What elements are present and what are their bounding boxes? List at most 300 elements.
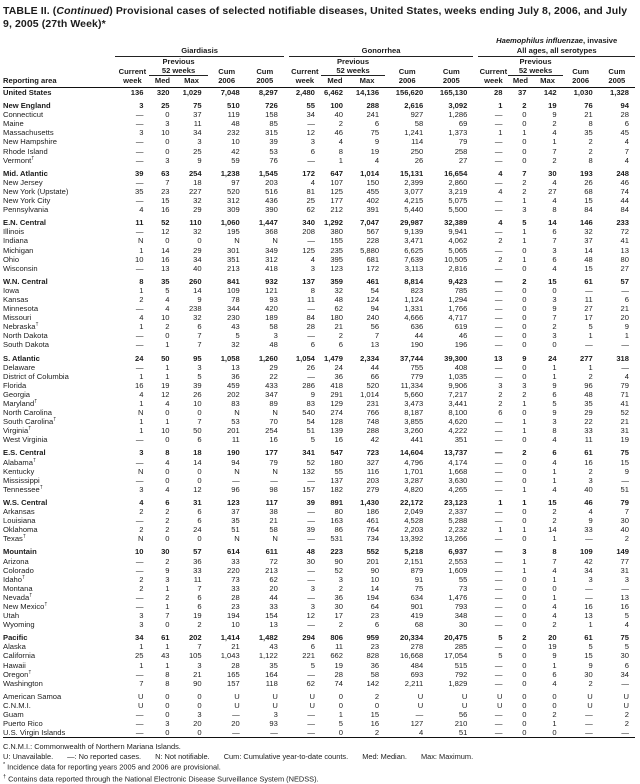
value-cell: 0 [552,728,557,738]
value-cell: — [307,236,315,246]
value-cell: 3,473 [404,399,424,408]
header-previous-label: Previous [162,57,195,66]
value-cell: 54 [370,285,380,295]
value-cell: 2 [552,620,557,630]
value-cell: 614 [227,547,240,557]
value-cell: 36 [334,371,343,381]
table-row [3,547,635,556]
value-cell: 2,553 [448,556,468,566]
value-cell: 1 [165,601,170,611]
value-cell: 0 [552,700,557,710]
value-cell: — [494,426,503,436]
value-cell: — [585,728,593,738]
value-cell: 15 [370,710,380,719]
value-cell: 1,294 [448,294,468,304]
table-row [3,119,635,128]
value-cell: 68 [584,186,593,196]
value-cell: 0 [522,534,527,544]
value-cell: 1 [522,426,527,436]
value-cell: 203 [265,177,278,187]
value-cell: 3 [165,119,170,129]
table-row [3,679,635,688]
value-cell: 1,829 [448,678,468,688]
value-cell: 1 [165,371,170,381]
value-cell: 0 [522,660,527,670]
value-cell: — [494,331,503,341]
value-cell: 0 [522,651,527,661]
header-spacer [3,57,115,67]
table-row [3,651,635,660]
table-row [3,525,635,534]
value-cell: 2 [522,276,527,286]
value-cell: 6 [197,592,202,602]
value-cell: 3 [197,660,202,670]
value-cell: 2 [522,389,527,399]
value-cell: 19 [334,660,343,670]
value-cell: — [307,119,315,129]
value-cell: 726 [265,101,278,111]
value-cell: 8,187 [404,408,424,418]
value-cell: — [307,728,315,738]
value-cell: 69 [458,119,468,129]
value-cell: — [494,196,503,206]
value-cell: 180 [330,457,343,467]
header-week-label: week [478,76,508,88]
value-cell: — [135,710,144,719]
value-cell: 723 [366,448,380,458]
value-cell: — [621,728,629,738]
value-cell: 1 [522,525,527,535]
value-cell: 2 [588,137,593,147]
value-cell: 1 [522,227,527,237]
value-cell: 30 [548,168,557,178]
value-cell: 351 [454,435,468,445]
reporting-area-cell: New Jersey [3,177,43,187]
value-cell: 94 [231,457,240,467]
header-52weeks-label: 52 weeks [149,66,207,76]
table-row [3,354,635,363]
value-cell: 441 [410,435,424,445]
value-cell: 31 [193,497,202,507]
value-cell: 190 [410,340,424,350]
table-row [3,701,635,710]
value-cell: 2 [165,556,170,566]
value-cell: — [135,435,144,445]
value-cell: 4 [552,678,557,688]
value-cell: — [232,728,240,738]
value-cell: 419 [410,611,424,621]
value-cell: 461 [366,276,380,286]
value-cell: — [494,276,503,286]
value-cell: — [135,565,144,575]
value-cell: 2,480 [295,88,315,97]
value-cell: 10 [134,254,144,264]
value-cell: U [137,700,144,710]
value-cell: 879 [410,565,424,575]
value-cell: 3 [139,128,144,138]
value-cell: U [234,691,240,701]
value-cell: — [135,177,144,187]
value-cell: 62 [306,678,315,688]
value-cell: 3 [197,710,202,719]
value-cell: 2 [139,507,144,517]
reporting-area-cell: Vermont† [3,155,35,165]
reporting-area-cell: Alabama† [3,457,37,467]
value-cell: 25 [134,651,144,661]
reporting-area-cell: Florida [3,380,27,390]
value-cell: 12 [306,128,315,138]
value-cell: 14 [548,525,557,535]
value-cell: — [621,475,629,485]
header-cum-label: Cum [442,66,460,76]
value-cell: 23 [231,601,240,611]
value-cell: 2 [197,620,202,630]
value-cell: 7 [139,678,144,688]
header-group-hflu-line2: All ages, all serotypes [478,46,635,57]
value-cell: 24 [134,353,144,363]
value-cell: 341 [302,448,315,458]
value-cell: 186 [366,507,380,517]
value-cell: 9 [165,565,170,575]
value-cell: 4 [624,155,629,165]
value-cell: 83 [306,399,315,408]
value-cell: 90 [334,556,343,566]
table-row [3,156,635,165]
value-cell: 2,860 [448,177,468,187]
value-cell: 510 [227,101,240,111]
dagger-footnote-marker: † [34,399,38,405]
value-cell: — [307,592,315,602]
table-row [3,593,635,602]
value-cell: 45 [620,128,629,138]
value-cell: — [135,516,144,526]
reporting-area-cell: South Dakota [3,340,50,350]
value-cell: 9,941 [448,227,468,237]
value-cell: 189 [265,313,278,323]
value-cell: 1 [552,137,557,147]
value-cell: 1,373 [448,128,468,138]
value-cell: 2 [552,507,557,517]
table-row [3,147,635,156]
value-cell: 2,203 [404,525,424,535]
value-cell: 1 [552,660,557,670]
value-cell: 0 [165,691,170,701]
value-cell: 150 [366,177,380,187]
value-cell: 395 [330,254,343,264]
header-spacer [385,57,429,67]
value-cell: 433 [265,380,278,390]
value-cell: U [587,700,593,710]
value-cell: 75 [193,101,202,111]
value-cell: 5 [498,633,503,643]
value-cell: 312 [265,254,278,264]
reporting-area-cell: Ohio [3,254,20,264]
header-week-label: week [115,76,149,88]
header-spacer [3,36,478,46]
value-cell: 0 [522,669,527,679]
value-cell: 6 [338,340,343,350]
value-cell: 4 [624,371,629,381]
value-cell: 13,737 [444,448,468,458]
value-cell: 4,717 [448,313,468,323]
value-cell: 418 [265,263,278,273]
value-cell: 11 [335,642,343,652]
value-cell: 35 [231,516,240,526]
value-cell: 1,447 [258,218,278,228]
header-cum-label: Cum [218,66,236,76]
value-cell: — [494,340,503,350]
value-cell: 4 [165,304,170,314]
value-cell: 0 [522,719,527,729]
value-cell: 51 [458,728,468,738]
value-cell: 16 [334,435,343,445]
header-spacer [429,57,473,67]
reporting-area-cell: Wyoming [3,620,35,630]
value-cell: 77 [620,556,629,566]
value-cell: 6 [498,408,503,418]
value-cell: 231 [366,399,380,408]
value-cell: 75 [620,633,629,643]
value-cell: 23,123 [444,497,468,507]
value-cell: 0 [165,710,170,719]
value-cell: 83 [231,399,240,408]
value-cell: 125 [302,245,315,255]
value-cell: 520 [366,380,380,390]
value-cell: 2 [139,583,144,593]
value-cell: 3 [273,331,278,341]
value-cell: 20 [231,719,240,729]
header-row-previous [3,57,635,67]
value-cell: 1 [139,642,144,652]
table-row [3,137,635,146]
value-cell: 10 [193,399,202,408]
value-cell: 1 [588,620,593,630]
value-cell: 0 [522,574,527,584]
value-cell: 1 [139,322,144,332]
title-continued: Continued [56,5,110,17]
reporting-area-cell: Arkansas [3,507,35,517]
value-cell: 2 [165,507,170,517]
value-cell: 9 [624,466,629,476]
value-cell: U [417,700,424,710]
reporting-area-cell: Kansas [3,294,29,304]
value-cell: 0 [197,534,202,544]
value-cell: 9 [552,408,557,418]
value-cell: 21 [334,322,343,332]
value-cell: — [621,678,629,688]
value-cell: 0 [522,304,527,314]
value-cell: 0 [522,678,527,688]
value-cell: 2,232 [448,525,468,535]
value-cell: 8 [310,285,315,295]
value-cell: 22,172 [400,497,424,507]
table-row [3,196,635,205]
value-cell: 54 [306,417,315,427]
value-cell: 2,334 [360,353,380,363]
value-cell: 0 [522,435,527,445]
value-cell: 15 [620,457,629,467]
value-cell: 8 [588,155,593,165]
value-cell: 1,030 [573,88,593,97]
table-row [3,719,635,728]
value-cell: 78 [231,294,240,304]
table-row [3,399,635,408]
value-cell: 75 [620,448,629,458]
value-cell: 79 [620,497,629,507]
value-cell: 3 [552,294,557,304]
value-cell: 3,471 [404,236,424,246]
value-cell: 4 [588,507,593,517]
value-cell: 8 [552,547,557,557]
value-cell: 0 [165,408,170,418]
value-cell: 37 [518,88,527,97]
value-cell: 25 [161,101,170,111]
value-cell: 75 [414,583,424,593]
value-cell: 94 [370,304,380,314]
value-cell: 1,241 [404,128,424,138]
value-cell: 0 [197,236,202,246]
value-cell: 2 [522,101,527,111]
value-cell: — [494,263,503,273]
value-cell: 2 [588,466,593,476]
value-cell: 4,215 [404,196,424,206]
value-cell: 4,174 [448,457,468,467]
table-row [3,642,635,651]
value-cell: 7,217 [448,389,468,399]
value-cell: — [494,556,503,566]
value-cell: 31 [620,426,629,436]
value-cell: 149 [616,547,629,557]
value-cell: 16 [134,380,144,390]
reporting-area-cell: New York (Upstate) [3,186,69,196]
value-cell: 1 [139,399,144,408]
value-cell: — [494,728,503,738]
value-cell: — [135,137,144,147]
value-cell: 136 [130,88,144,97]
value-cell: 1 [498,497,503,507]
value-cell: 50 [161,353,170,363]
value-cell: 42 [231,146,240,156]
dagger-footnote-marker: † [28,669,32,676]
table-row [3,710,635,719]
value-cell: 4 [139,205,144,215]
value-cell: 2,211 [404,678,424,688]
value-cell: 26 [584,177,593,187]
value-cell: 58 [370,669,380,679]
value-cell: — [494,592,503,602]
value-cell: 277 [580,353,593,363]
value-cell: 619 [454,322,468,332]
value-cell: 223 [330,547,343,557]
value-cell: 10 [161,426,170,436]
value-cell: — [494,457,503,467]
value-cell: 455 [366,186,380,196]
value-cell: 8,100 [448,408,468,418]
value-cell: 21 [620,417,629,427]
value-cell: 30 [161,547,170,557]
value-cell: 1 [165,642,170,652]
value-cell: 26 [193,389,202,399]
value-cell: 5,075 [448,196,468,206]
value-cell: 9 [552,380,557,390]
value-cell: 5 [552,399,557,408]
value-cell: 36 [231,371,240,381]
value-cell: 6 [197,435,202,445]
value-cell: 1 [552,466,557,476]
table-row [3,507,635,516]
value-cell: 114 [411,137,424,147]
value-cell: 7,639 [404,254,424,264]
value-cell: 0 [338,700,343,710]
value-cell: 5 [588,322,593,332]
value-cell: 4 [552,484,557,494]
value-cell: 194 [227,611,240,621]
value-cell: 1 [522,196,527,206]
value-cell: 40 [334,110,343,120]
value-cell: 0 [522,475,527,485]
reporting-area-cell: Pacific [3,633,28,643]
header-52weeks-label: 52 weeks [508,66,562,76]
value-cell: 139 [330,426,343,436]
value-cell: 194 [366,592,380,602]
table-row [3,575,635,584]
value-cell: 80 [334,507,343,517]
value-cell: 6 [552,227,557,237]
notifiable-diseases-table [3,36,635,738]
header-cum-label: Cum [398,66,416,76]
legend-cum: Cum: Cumulative year-to-date counts. [223,751,349,761]
header-cum-label: Cum [256,66,274,76]
value-cell: 254 [188,168,202,178]
value-cell: 91 [414,574,424,584]
reporting-area-cell: Virginia† [3,426,32,436]
value-cell: 13 [584,611,593,621]
value-cell: 27 [584,304,593,314]
value-cell: 196 [454,340,468,350]
header-row-disease-names [3,46,635,57]
value-cell: 0 [338,691,343,701]
value-cell: 1,014 [360,389,380,399]
value-cell: 7 [552,146,557,156]
value-cell: 73 [458,583,468,593]
value-cell: — [135,110,144,120]
value-cell: — [232,475,240,485]
value-cell: — [232,710,240,719]
reporting-area-cell: Michigan [3,245,34,255]
value-cell: 5 [310,435,315,445]
value-cell: — [494,574,503,584]
table-row [3,295,635,304]
value-cell: U [496,700,503,710]
value-cell: 61 [584,633,593,643]
value-cell: 4 [498,168,503,178]
value-cell: 3 [498,380,503,390]
value-cell: 2 [522,177,527,187]
value-cell: 285 [454,642,468,652]
value-cell: — [494,313,503,323]
header-spacer [563,57,599,67]
value-cell: — [135,457,144,467]
value-cell: 157 [227,678,240,688]
value-cell: 35 [269,660,278,670]
value-cell: 0 [522,110,527,120]
reporting-area-cell: Idaho† [3,574,26,584]
value-cell: 2 [588,678,593,688]
value-cell: 48 [306,547,315,557]
value-cell: 7 [197,331,202,341]
reporting-area-cell: Tennessee† [3,484,43,494]
value-cell: 11 [231,435,240,445]
